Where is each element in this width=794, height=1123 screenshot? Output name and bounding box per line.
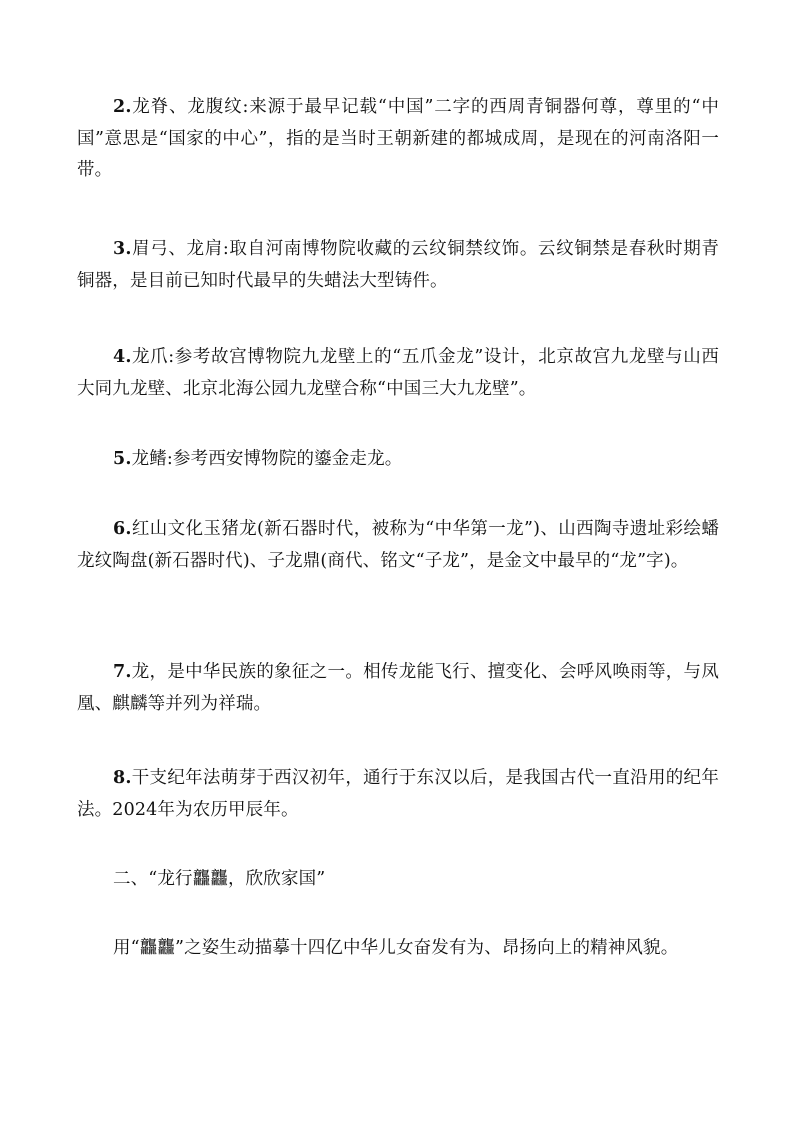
paragraph-5-number: 5. <box>113 449 132 469</box>
paragraph-3-text: 眉弓、龙肩:取自河南博物院收藏的云纹铜禁纹饰。云纹铜禁是春秋时期青铜器，是目前已知时代最早的失蜡法大型铸件。 <box>77 239 719 291</box>
paragraph-8-number: 8. <box>113 768 132 788</box>
paragraph-4-text: 龙爪:参考故宫博物院九龙壁上的“五爪金龙”设计，北京故宫九龙壁与山西大同九龙壁、北京北海公园九龙壁合称“中国三大九龙壁”。 <box>77 347 719 399</box>
paragraph-8-text: 干支纪年法萌芽于西汉初年，通行于东汉以后，是我国古代一直沿用的纪年法。2024年为农历甲辰年。 <box>77 768 719 820</box>
paragraph-7-text: 龙，是中华民族的象征之一。相传龙能飞行、擅变化、会呼风唤雨等，与凤凰、麒麟等并列为祥瑞。 <box>77 662 719 714</box>
paragraph-7-number: 7. <box>113 662 132 682</box>
paragraph-6-text: 红山文化玉猪龙(新石器时代，被称为“中华第一龙”)、山西陶寺遗址彩绘蟠龙纹陶盘(新石器时代)、子龙鼎(商代、铭文“子龙”，是金文中最早的“龙”字)。 <box>77 519 719 571</box>
paragraph-2 <box>77 92 719 187</box>
paragraph-6-number: 6. <box>113 519 132 539</box>
paragraph-2-text: 龙脊、龙腹纹:来源于最早记载“中国”二字的西周青铜器何尊，尊里的“中国”意思是“国家的中心”，指的是当时王朝新建的都城成周，是现在的河南洛阳一带。 <box>77 97 719 180</box>
paragraph-6 <box>77 514 719 577</box>
paragraph-8 <box>77 763 719 826</box>
paragraph-2-number: 2. <box>113 97 132 117</box>
section-heading: 二、“龙行龘龘，欣欣家国” <box>113 869 326 889</box>
closing-paragraph: 用“龘龘”之姿生动描摹十四亿中华儿女奋发有为、昂扬向上的精神风貌。 <box>113 938 679 958</box>
paragraph-3-number: 3. <box>113 239 132 259</box>
paragraph-4 <box>77 342 719 405</box>
paragraph-7 <box>77 657 719 720</box>
paragraph-4-number: 4. <box>113 347 132 367</box>
paragraph-5-text: 龙鳍:参考西安博物院的鎏金走龙。 <box>131 449 403 469</box>
paragraph-5 <box>77 444 719 476</box>
paragraph-3 <box>77 234 719 297</box>
